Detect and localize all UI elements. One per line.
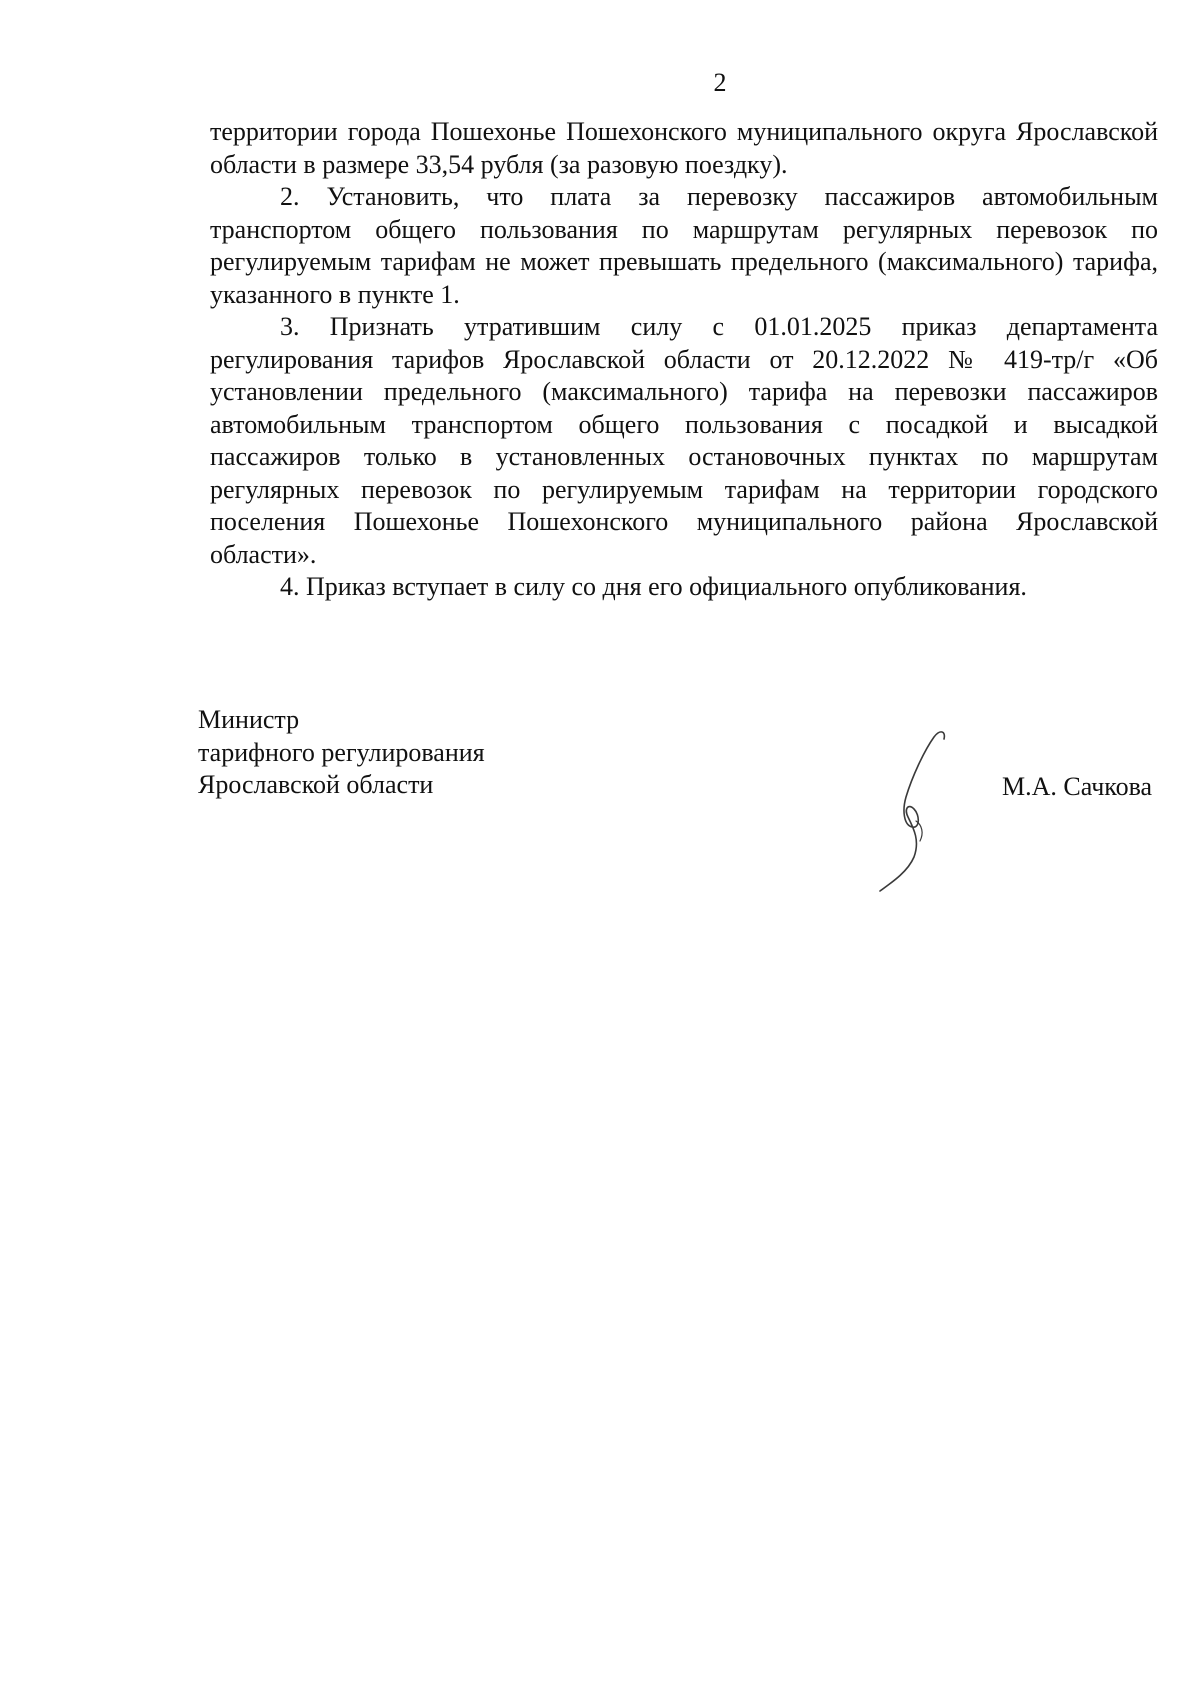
page-number: 2 — [713, 68, 727, 97]
signer-position — [198, 704, 485, 802]
document-body — [210, 116, 1158, 604]
paragraph-continuation: территории города Пошехонье Пошехонского муниципального округа Ярославской области в размере 33,54 рубля (за разовую поездку). — [210, 117, 1158, 179]
signer-position-line: Ярославской области — [198, 770, 434, 799]
signer-name: М.А. Сачкова — [1002, 772, 1153, 801]
paragraph-item-2: 2. Установить, что плата за перевозку пассажиров автомобильным транспортом общего пользования по маршрутам регулярных перевозок по регулируемым тарифам не может превышать предельного (максимального) тарифа, указанного в пункте 1. — [210, 182, 1158, 309]
signer-position-line: Министр — [198, 705, 300, 734]
signer-position-line: тарифного регулирования — [198, 737, 485, 767]
paragraph-item-3: 3. Признать утратившим силу с 01.01.2025 приказ департамента регулирования тарифов Ярославской области от 20.12.2022 № 419-тр/г «Об установлении предельного (максимального) тарифа на перевозки пассажиров автомобильным транспортом общего пользования с посадкой и высадкой пассажиров только в установленных остановочных пунктах по маршрутам регулярных перевозок по регулируемым тарифам на территории городского поселения Пошехонье Пошехонского муниципального района Ярославской области». — [210, 312, 1158, 569]
paragraph-item-4: 4. Приказ вступает в силу со дня его официального опубликования. — [280, 572, 1027, 601]
handwritten-signature — [860, 725, 960, 895]
